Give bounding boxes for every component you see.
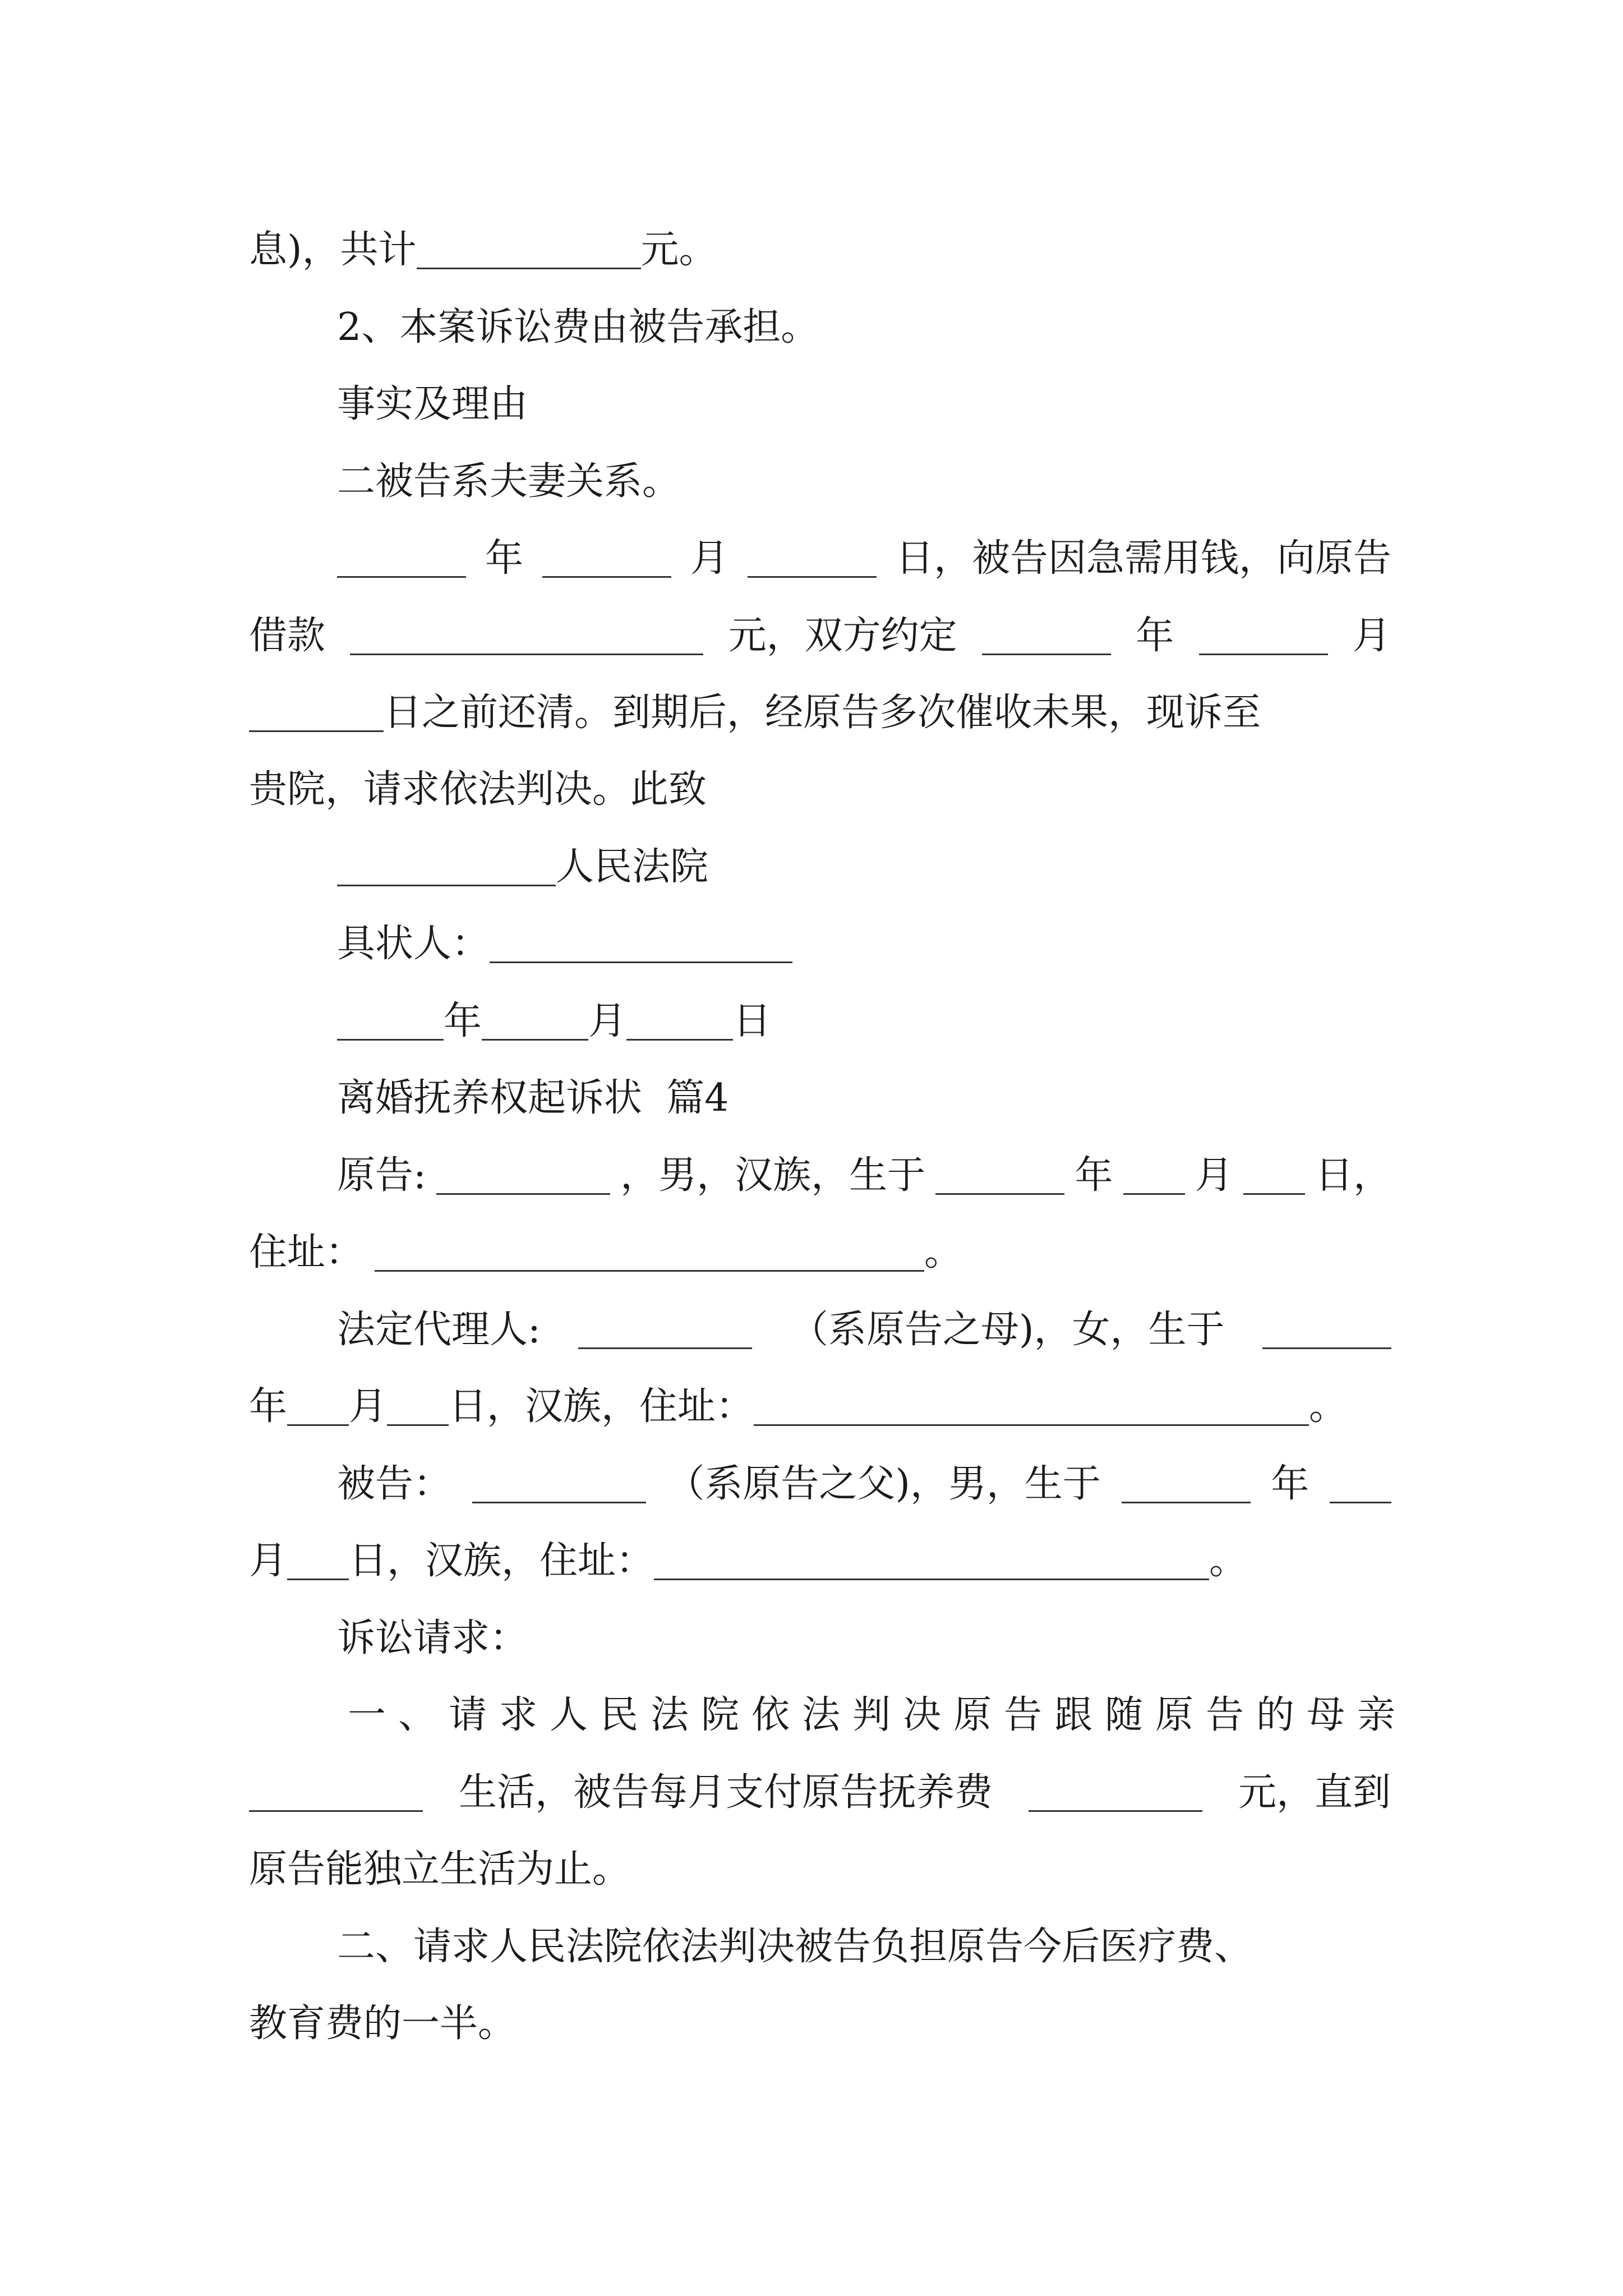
fill-blank[interactable] (654, 1546, 1209, 1580)
text-line (337, 1904, 1253, 1969)
text-line (249, 1364, 1348, 1429)
text: 原告: (337, 1153, 426, 1198)
text: 贵院，请求依法判决。此致 (249, 767, 707, 812)
text: 住址： (249, 1230, 364, 1274)
fill-blank[interactable] (935, 1161, 1064, 1195)
fill-blank[interactable] (1122, 1469, 1251, 1503)
fill-blank[interactable] (1262, 1315, 1391, 1349)
text: 生活，被告每月支付原告抚养费 (458, 1770, 993, 1815)
text: （系原告之母)，女，生于 (790, 1308, 1225, 1352)
fill-blank[interactable] (1199, 621, 1328, 655)
text: 日，汉族，住址： (349, 1539, 654, 1583)
signature-line (337, 901, 792, 966)
fill-blank[interactable] (472, 1469, 646, 1503)
fill-blank[interactable] (490, 929, 792, 963)
text: 教育费的一半。 (249, 2001, 517, 2046)
text: 原告能独立生活为止。 (249, 1847, 631, 1892)
text: 月 (690, 536, 728, 581)
text-line (249, 747, 707, 812)
text: 元，直到 (1238, 1770, 1391, 1815)
fill-blank[interactable] (249, 1778, 423, 1812)
text: 。 (1209, 1539, 1248, 1583)
fill-blank[interactable] (578, 1315, 752, 1349)
text-line (337, 285, 819, 347)
text: 年 (1075, 1153, 1113, 1198)
text-line (249, 1210, 962, 1272)
fill-blank[interactable] (287, 1546, 349, 1580)
fill-blank[interactable] (482, 1006, 588, 1041)
fill-blank[interactable] (1243, 1161, 1305, 1195)
text: 年 (444, 999, 482, 1043)
text: 年 (1136, 614, 1174, 658)
fill-blank[interactable] (1029, 1778, 1202, 1812)
text: 元，双方约定 (728, 614, 957, 658)
fill-blank[interactable] (754, 1392, 1309, 1426)
text: 月 (588, 999, 627, 1043)
fill-blank[interactable] (375, 1237, 924, 1272)
fill-blank[interactable] (337, 852, 556, 886)
text: 月 (1352, 614, 1391, 658)
court-line (337, 825, 709, 889)
section-heading (337, 362, 528, 424)
fill-blank[interactable] (436, 1161, 610, 1195)
text: 息)，共计 (249, 228, 417, 272)
fill-blank[interactable] (417, 235, 641, 269)
text: 借款 (249, 614, 326, 658)
fill-blank[interactable] (249, 698, 384, 732)
text: 一、请求人民法院依法判决原告跟随原告的母亲 (348, 1693, 1408, 1737)
text-line (337, 516, 1391, 581)
text: 。 (924, 1230, 963, 1274)
text-line (337, 1133, 1391, 1198)
text: 二、请求人民法院依法判决被告负担原告今后医疗费、 (337, 1925, 1253, 1969)
text: 月 (249, 1539, 288, 1583)
fill-blank[interactable] (287, 1392, 349, 1426)
text: 二被告系夫妻关系。 (337, 459, 681, 504)
text: 月 (1195, 1153, 1233, 1198)
text: 诉讼请求： (337, 1616, 528, 1660)
text: 人民法院 (556, 845, 709, 889)
text: 年 (485, 536, 523, 581)
fill-blank[interactable] (1123, 1161, 1185, 1195)
fill-blank[interactable] (542, 544, 671, 578)
text: 年 (1271, 1462, 1310, 1506)
text-line (249, 593, 1391, 658)
text-line (337, 1287, 1391, 1352)
text: 具状人： (337, 922, 490, 966)
text-line (249, 670, 1261, 735)
fill-blank[interactable] (748, 544, 877, 578)
fill-blank[interactable] (337, 1006, 444, 1041)
text: 日，被告因急需用钱，向原告 (895, 536, 1391, 581)
fill-blank[interactable] (350, 621, 703, 655)
text: 日， (1315, 1153, 1391, 1198)
text: 元。 (640, 228, 717, 272)
text: 日 (733, 999, 772, 1043)
text: ，男，汉族，生于 (620, 1153, 926, 1198)
fill-blank[interactable] (1330, 1469, 1391, 1503)
text-line (249, 208, 717, 272)
text: 日之前还清。到期后，经原告多次催收未果，现诉至 (384, 691, 1261, 735)
text: （系原告之父)，男，生于 (666, 1462, 1101, 1506)
fill-blank[interactable] (387, 1392, 449, 1426)
text: 法定代理人: (337, 1308, 541, 1352)
text-line (249, 1981, 517, 2046)
text-line (249, 1519, 1248, 1583)
text-line (337, 439, 681, 504)
fill-blank[interactable] (626, 1006, 733, 1041)
text: 事实及理由 (337, 382, 528, 426)
text: 月 (349, 1384, 388, 1429)
section-title (337, 1056, 729, 1120)
fill-blank[interactable] (982, 621, 1111, 655)
text: 离婚抚养权起诉状 篇4 (337, 1076, 729, 1120)
text: 日，汉族，住址： (449, 1384, 754, 1429)
text: 年 (249, 1384, 288, 1429)
text-line (249, 1750, 1391, 1815)
text: 2、本案诉讼费由被告承担。 (337, 305, 819, 349)
fill-blank[interactable] (337, 544, 466, 578)
text: 。 (1309, 1384, 1348, 1429)
date-line (337, 979, 771, 1041)
section-heading (337, 1596, 528, 1658)
text: 被告： (337, 1462, 452, 1506)
text-line (249, 1827, 631, 1892)
text-line (337, 1442, 1391, 1506)
text-line (348, 1673, 1408, 1737)
